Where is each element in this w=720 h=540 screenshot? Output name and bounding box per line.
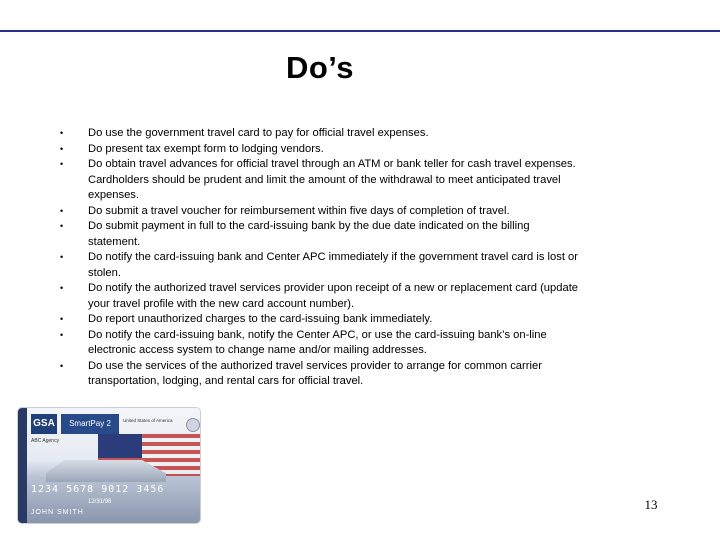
card-country-text: United States of America: [123, 418, 173, 423]
bullet-text: Do report unauthorized charges to the card-issuing bank immediately.: [88, 313, 433, 325]
gsa-logo: GSA: [31, 414, 57, 434]
flag-canton: [98, 434, 142, 458]
bullet-item-4: [60, 204, 580, 220]
bullet-item-3: [60, 157, 580, 204]
bullet-item-6: [60, 250, 580, 281]
seal-icon: [186, 418, 200, 432]
bullet-text: Do use the government travel card to pay for official travel expenses.: [88, 127, 429, 139]
slide-title: Do’s: [285, 50, 355, 85]
bullet-item-5: [60, 219, 580, 250]
bullet-item-2: [60, 142, 580, 158]
bullet-item-1: [60, 126, 580, 142]
page-number: 13: [644, 497, 658, 512]
card-expiry: 12/31/98: [88, 499, 112, 505]
bullet-list: [60, 126, 580, 390]
bullet-text: Do notify the card-issuing bank and Center APC immediately if the government travel card is lost or stolen.: [88, 251, 578, 279]
bullet-item-9: [60, 328, 580, 359]
card-side-strip: [18, 408, 27, 523]
bullet-text: Do present tax exempt form to lodging vendors.: [88, 142, 324, 155]
bullet-icon: •: [60, 128, 64, 138]
card-holder-name: JOHN SMITH: [31, 509, 84, 516]
bullet-item-8: [60, 312, 580, 328]
bullet-icon: •: [60, 159, 64, 169]
bullet-icon: •: [60, 283, 64, 293]
bullet-item-10: [60, 359, 580, 390]
bullet-text: Do submit a travel voucher for reimbursement within five days of completion of travel.: [88, 204, 510, 217]
bullet-text: Do notify the authorized travel services provider upon receipt of a new or replacement card (update your travel profile with the new card account number).: [88, 282, 579, 310]
bullet-text: Do use the services of the authorized travel services provider to arrange for common carrier transportation, lodging, and rental cars for official travel.: [88, 359, 542, 387]
bullet-icon: •: [60, 205, 64, 216]
bullet-text: Do submit payment in full to the card-issuing bank by the due date indicated on the billing statement.: [88, 220, 530, 248]
bullet-item-7: [60, 281, 580, 312]
card-agency: ABC Agency: [31, 438, 60, 444]
top-rule: [0, 30, 720, 32]
bullet-icon: •: [60, 143, 64, 154]
bullet-icon: •: [60, 252, 64, 262]
bullet-text: Do obtain travel advances for official travel through an ATM or bank teller for cash travel expenses. Cardholders should be prudent and limit the amount of the withdrawal to meet anticipated travel expenses.: [88, 158, 576, 201]
travel-card-image: [18, 408, 200, 523]
bullet-icon: •: [60, 314, 64, 324]
bullet-icon: •: [60, 360, 64, 371]
card-number: 1234 5678 9012 3456: [31, 484, 165, 495]
bullet-icon: •: [60, 221, 64, 231]
bullet-icon: •: [60, 329, 64, 340]
smartpay-logo: SmartPay 2: [61, 414, 119, 434]
bullet-text: Do notify the card-issuing bank, notify the Center APC, or use the card-issuing bank’s on-line electronic access system to change name and/or mailing addresses.: [88, 328, 547, 356]
